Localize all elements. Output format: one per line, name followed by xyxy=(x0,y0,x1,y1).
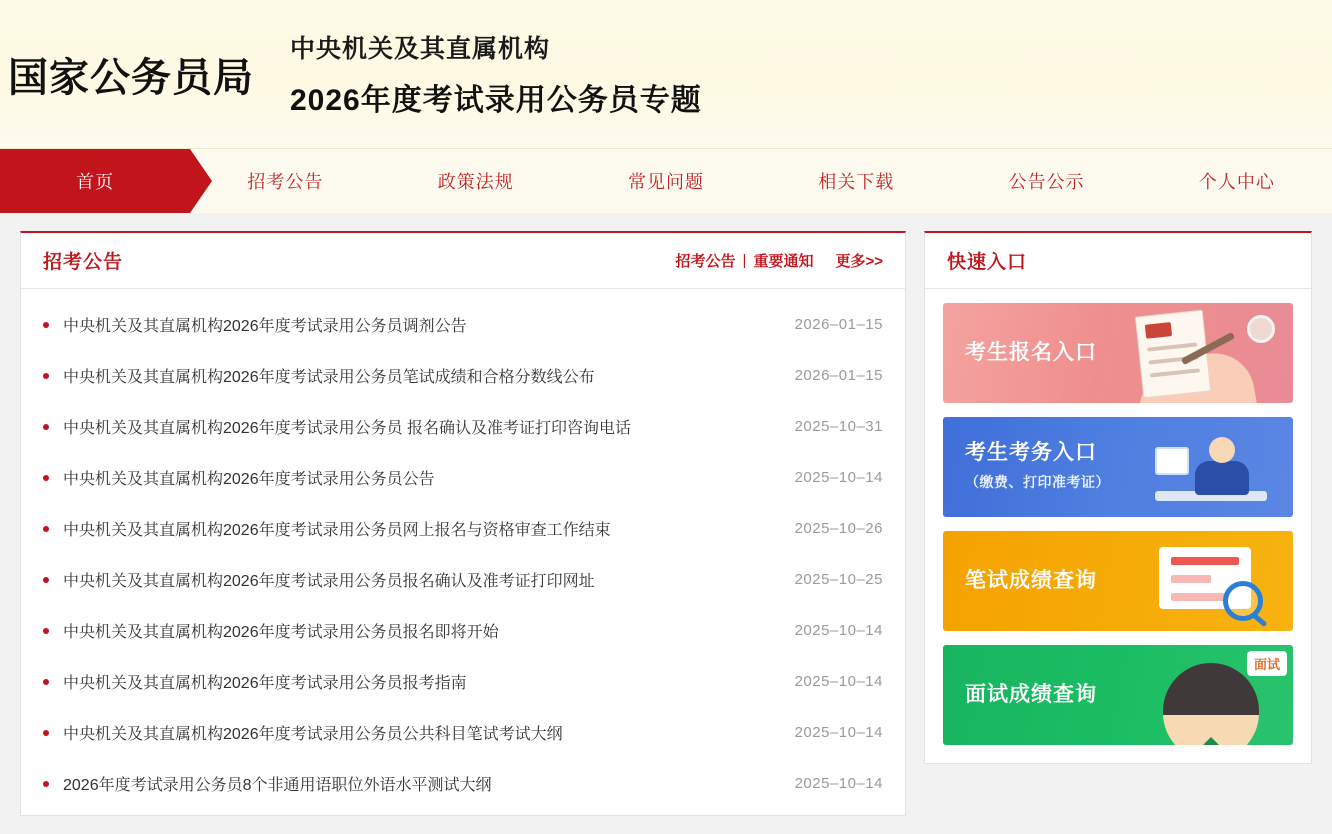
list-item-date: 2025–10–14 xyxy=(794,724,883,741)
list-item[interactable] xyxy=(43,758,883,809)
site-header xyxy=(0,0,1332,148)
quick-entry-exam-affairs[interactable] xyxy=(943,417,1293,517)
site-logo: 国家公务员局 xyxy=(8,54,254,101)
list-item[interactable] xyxy=(43,299,883,350)
bullet-icon xyxy=(43,526,49,532)
list-item-date: 2025–10–14 xyxy=(794,622,883,639)
list-item-title[interactable]: 中央机关及其直属机构2026年度考试录用公务员公告 xyxy=(63,471,435,488)
bullet-icon xyxy=(43,322,49,328)
quick-entry-written-score[interactable] xyxy=(943,531,1293,631)
list-item-title[interactable]: 中央机关及其直属机构2026年度考试录用公务员报名确认及准考证打印网址 xyxy=(63,573,595,590)
nav-item-home[interactable]: 首页 xyxy=(0,149,190,213)
quick-entry-panel xyxy=(924,231,1312,764)
quick-entry-interview-score[interactable] xyxy=(943,645,1293,745)
list-item[interactable] xyxy=(43,452,883,503)
quick-entry-list xyxy=(925,289,1311,763)
main-nav[interactable] xyxy=(0,148,1332,213)
quick-entry-label-main: 考生考务入口 xyxy=(965,440,1097,464)
bullet-icon xyxy=(43,424,49,430)
list-item[interactable] xyxy=(43,656,883,707)
announcements-panel-title: 招考公告 xyxy=(43,252,124,273)
list-item[interactable] xyxy=(43,401,883,452)
quick-entry-panel-title: 快速入口 xyxy=(947,252,1028,273)
tab-important-notices[interactable]: 重要通知 xyxy=(753,253,814,270)
list-item[interactable] xyxy=(43,554,883,605)
list-item-title[interactable]: 中央机关及其直属机构2026年度考试录用公务员 报名确认及准考证打印咨询电话 xyxy=(63,420,632,437)
quick-entry-label: 面试成绩查询 xyxy=(965,682,1097,706)
list-item-date: 2025–10–14 xyxy=(794,469,883,486)
announcements-list xyxy=(21,289,905,815)
bullet-icon xyxy=(43,373,49,379)
list-item-title[interactable]: 中央机关及其直属机构2026年度考试录用公务员报考指南 xyxy=(63,675,467,692)
list-item[interactable] xyxy=(43,707,883,758)
bullet-icon xyxy=(43,628,49,634)
tab-announcements[interactable]: 招考公告 xyxy=(675,253,736,270)
quick-entry-label: 考生报名入口 xyxy=(965,340,1097,364)
list-item-date: 2025–10–31 xyxy=(794,418,883,435)
person-icon xyxy=(1209,437,1235,463)
bullet-icon xyxy=(43,679,49,685)
nav-item-announcements[interactable]: 招考公告 xyxy=(247,172,324,192)
nav-item-faq[interactable]: 常见问题 xyxy=(627,172,704,192)
monitor-icon xyxy=(1155,447,1189,475)
list-item-title[interactable]: 中央机关及其直属机构2026年度考试录用公务员报名即将开始 xyxy=(63,624,499,641)
bullet-icon xyxy=(43,781,49,787)
site-title xyxy=(290,29,702,119)
announcements-panel-tabs[interactable] xyxy=(676,250,883,271)
list-item-date: 2026–01–15 xyxy=(794,316,883,333)
tab-separator: | xyxy=(742,252,747,269)
list-item-date: 2025–10–14 xyxy=(794,673,883,690)
list-item-title[interactable]: 中央机关及其直属机构2026年度考试录用公务员网上报名与资格审查工作结束 xyxy=(63,522,611,539)
nav-item-public-notices[interactable]: 公告公示 xyxy=(1008,172,1085,192)
list-item[interactable] xyxy=(43,605,883,656)
hair-icon xyxy=(1163,663,1259,715)
quick-entry-label: 笔试成绩查询 xyxy=(965,568,1097,592)
list-item-date: 2025–10–14 xyxy=(794,775,883,792)
list-item-title[interactable]: 中央机关及其直属机构2026年度考试录用公务员笔试成绩和合格分数线公布 xyxy=(63,369,595,386)
site-title-line2: 2026年度考试录用公务员专题 xyxy=(290,84,702,117)
clock-icon xyxy=(1247,315,1275,343)
announcements-panel xyxy=(20,231,906,816)
bullet-icon xyxy=(43,475,49,481)
list-item-title[interactable]: 中央机关及其直属机构2026年度考试录用公务员公共科目笔试考试大纲 xyxy=(63,726,563,743)
list-item-date: 2025–10–26 xyxy=(794,520,883,537)
list-item[interactable] xyxy=(43,350,883,401)
site-title-line1: 中央机关及其直属机构 xyxy=(290,35,551,63)
quick-entry-label xyxy=(965,439,1110,496)
person-body-icon xyxy=(1195,461,1249,495)
quick-entry-sublabel: （缴费、打印准考证） xyxy=(965,474,1110,490)
list-item[interactable] xyxy=(43,503,883,554)
nav-item-policies[interactable]: 政策法规 xyxy=(437,172,514,192)
quick-entry-panel-header xyxy=(925,233,1311,289)
nav-item-personal-center[interactable]: 个人中心 xyxy=(1198,172,1275,192)
list-item-date: 2026–01–15 xyxy=(794,367,883,384)
magnifier-icon xyxy=(1223,581,1263,621)
quick-entry-registration[interactable] xyxy=(943,303,1293,403)
more-link[interactable]: 更多>> xyxy=(835,253,883,270)
list-item-title[interactable]: 2026年度考试录用公务员8个非通用语职位外语水平测试大纲 xyxy=(63,777,492,794)
announcements-panel-header xyxy=(21,233,905,289)
bullet-icon xyxy=(43,577,49,583)
nav-item-downloads[interactable]: 相关下载 xyxy=(818,172,895,192)
bullet-icon xyxy=(43,730,49,736)
page-body xyxy=(0,213,1332,816)
speech-bubble-icon: 面试 xyxy=(1247,651,1287,676)
list-item-date: 2025–10–25 xyxy=(794,571,883,588)
list-item-title[interactable]: 中央机关及其直属机构2026年度考试录用公务员调剂公告 xyxy=(63,318,467,335)
